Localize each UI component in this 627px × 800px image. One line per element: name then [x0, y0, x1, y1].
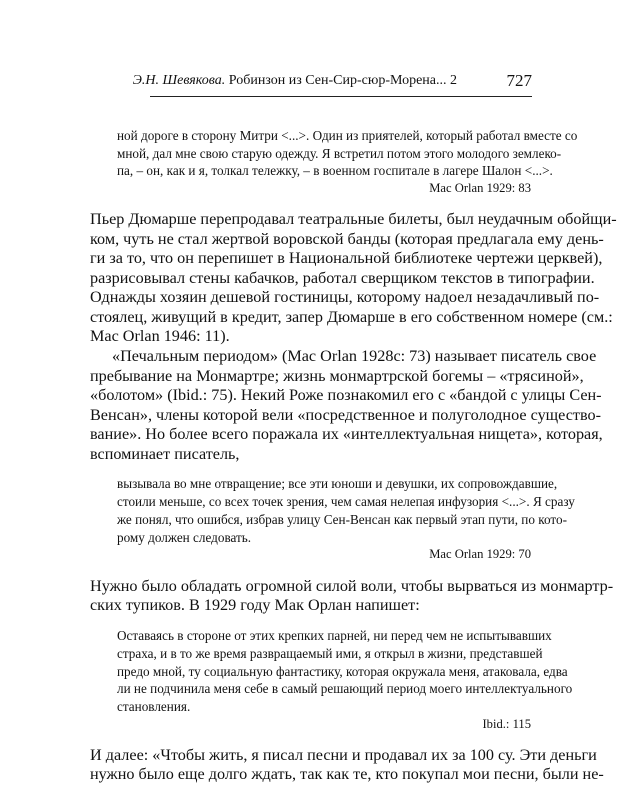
body-line: ком, чуть не стал жертвой воровской банды (которая предлагала ему день-	[90, 229, 604, 248]
quote-line: па, – он, как и я, толкал тележку, – в военном госпитале в лагере Шалон <...>.	[117, 163, 553, 179]
running-head-author: Э.Н. Шевякова.	[132, 73, 226, 88]
quote-line: Оставаясь в стороне от этих крепких парней, ни перед чем не испытывавших	[117, 628, 552, 644]
body-line: «болотом» (Ibid.: 75). Некий Роже познакомил его с «бандой с улицы Сен-	[90, 386, 602, 404]
body-line: И далее: «Чтобы жить, я писал песни и продавал их за 100 су. Эти деньги	[90, 745, 597, 764]
quote-line: рому должен следовать.	[117, 529, 252, 545]
body-line: пребывание на Монмартре; жизнь монмартрской богемы – «трясиной»,	[90, 366, 584, 385]
header-rule	[150, 96, 532, 97]
running-head-title	[133, 73, 457, 89]
body-line: Однажды хозяин дешевой гостиницы, которому надоел незадачливый по-	[90, 288, 600, 307]
body-line: ских тупиков. В 1929 году Мак Орлан напишет:	[90, 596, 420, 615]
body-line: вспоминает писатель,	[90, 444, 240, 463]
quote-line: становления.	[117, 698, 191, 714]
quote-line: же понял, что ошибся, избрав улицу Сен-Венсан как первый этап пути, по кото-	[117, 511, 567, 527]
citation: Mac Orlan 1929: 70	[429, 547, 531, 562]
body-line: Нужно было обладать огромной силой воли, чтобы вырваться из монмартр-	[90, 576, 614, 595]
running-head	[132, 70, 532, 90]
body-line: вание». Но более всего поражала их «интеллектуальная нищета», которая,	[90, 425, 603, 444]
quote-line: вызывала во мне отвращение; все эти юноши и девушки, их сопровождавшие,	[117, 476, 558, 492]
quote-line: страха, и в то же время развращаемый ими, я открыл в жизни, представшей	[117, 645, 543, 661]
body-line: Венсан», члены которой вели «посредственное и полуголодное существо-	[90, 405, 601, 424]
citation: Ibid.: 115	[482, 716, 531, 731]
body-line: Пьер Дюмарше перепродавал театральные билеты, был неудачным обойщи-	[90, 210, 617, 229]
running-head-book-title: Робинзон из Сен-Сир-сюр-Морена... 2	[228, 73, 457, 88]
quote-line: ной дороге в сторону Митри <...>. Один из приятелей, который работал вместе со	[117, 128, 578, 143]
body-line: разрисовывал стены кабачков, работал сверщиком текстов в типографии.	[90, 268, 595, 287]
quote-line: стоили меньше, со всех точек зрения, чем самая нелепая инфузория <...>. Я сразу	[117, 494, 575, 510]
quote-line: мной, дал мне свою старую одежду. Я встретил потом этого молодого землеко-	[117, 145, 562, 161]
citation: Mac Orlan 1929: 83	[429, 181, 531, 196]
body-line: нужно было еще долго ждать, так как те, кто покупал мои песни, были не-	[90, 765, 604, 784]
page-number: 727	[506, 71, 532, 90]
body-line: «Печальным периодом» (Mac Orlan 1928c: 73) называет писатель свое	[112, 347, 597, 365]
body-line: ги за то, что он перепишет в Национальной библиотеке чертежи церквей),	[90, 249, 603, 268]
body-line: стоялец, живущий в кредит, запер Дюмарше в его собственном номере (см.:	[90, 307, 613, 326]
quote-line: ли не подчинила меня себе в самый решающий период моего интеллектуального	[117, 681, 573, 697]
body-line: Mac Orlan 1946: 11).	[90, 327, 230, 346]
quote-line: предо мной, ту социальную фантастику, которая окружала меня, атаковала, едва	[117, 663, 568, 679]
